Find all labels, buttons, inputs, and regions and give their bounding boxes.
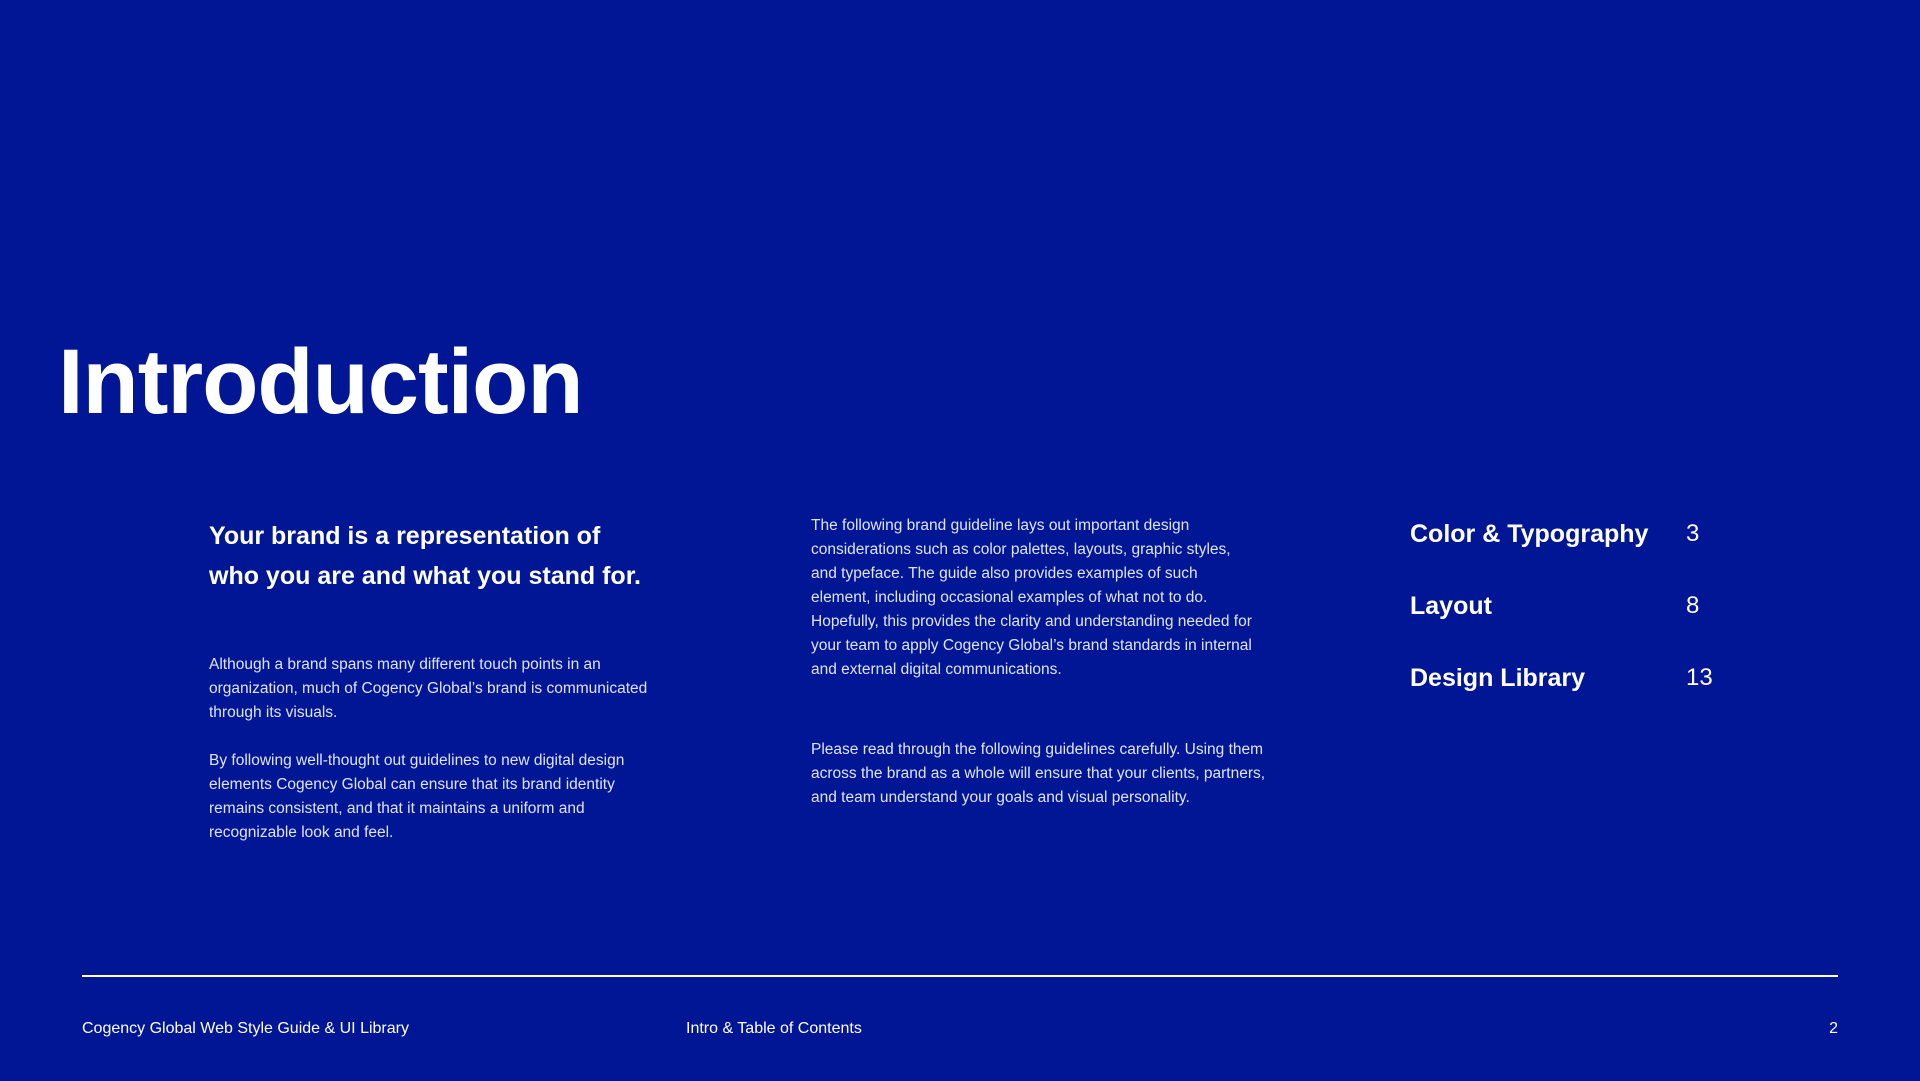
footer-divider [82,975,1838,977]
toc-item-page-number: 3 [1686,520,1700,547]
intro-paragraph-middle-1: The following brand guideline lays out important design considerations such as color palettes, layouts, graphic styles, and typeface. The guide also provides examples of such element, including occasional examples of what not to do. Hopefully, this provides the clarity and understanding needed for your team to apply Cogency Global’s brand standards in internal and external digital communications. [811,517,1252,678]
footer-page-number: 2 [1829,1020,1838,1037]
toc-item-label: Color & Typography [1410,519,1649,548]
page-title: Introduction [58,331,583,433]
table-of-contents [1410,512,1730,728]
footer-section-title: Intro & Table of Contents [686,1020,862,1037]
toc-item-color-typography[interactable] [1410,512,1730,556]
toc-item-page-number: 8 [1686,592,1700,619]
intro-paragraph-left-1: Although a brand spans many different touch points in an organization, much of Cogency Global’s brand is communicated through its visuals. [209,656,648,721]
footer-document-title: Cogency Global Web Style Guide & UI Library [82,1020,409,1037]
intro-heading: Your brand is a representation of who you are and what you stand for. [209,522,641,590]
toc-item-label: Layout [1410,591,1492,620]
toc-item-design-library[interactable] [1410,656,1730,700]
intro-paragraph-middle-2: Please read through the following guidelines carefully. Using them across the brand as a whole will ensure that your clients, partners, and team understand your goals and visual personality. [811,741,1266,806]
toc-item-label: Design Library [1410,663,1586,692]
toc-item-layout[interactable] [1410,584,1730,628]
toc-item-page-number: 13 [1686,664,1713,691]
intro-paragraph-left-2: By following well-thought out guidelines to new digital design elements Cogency Global can ensure that its brand identity remains consistent, and that it maintains a uniform and recognizable look and feel. [209,752,625,841]
